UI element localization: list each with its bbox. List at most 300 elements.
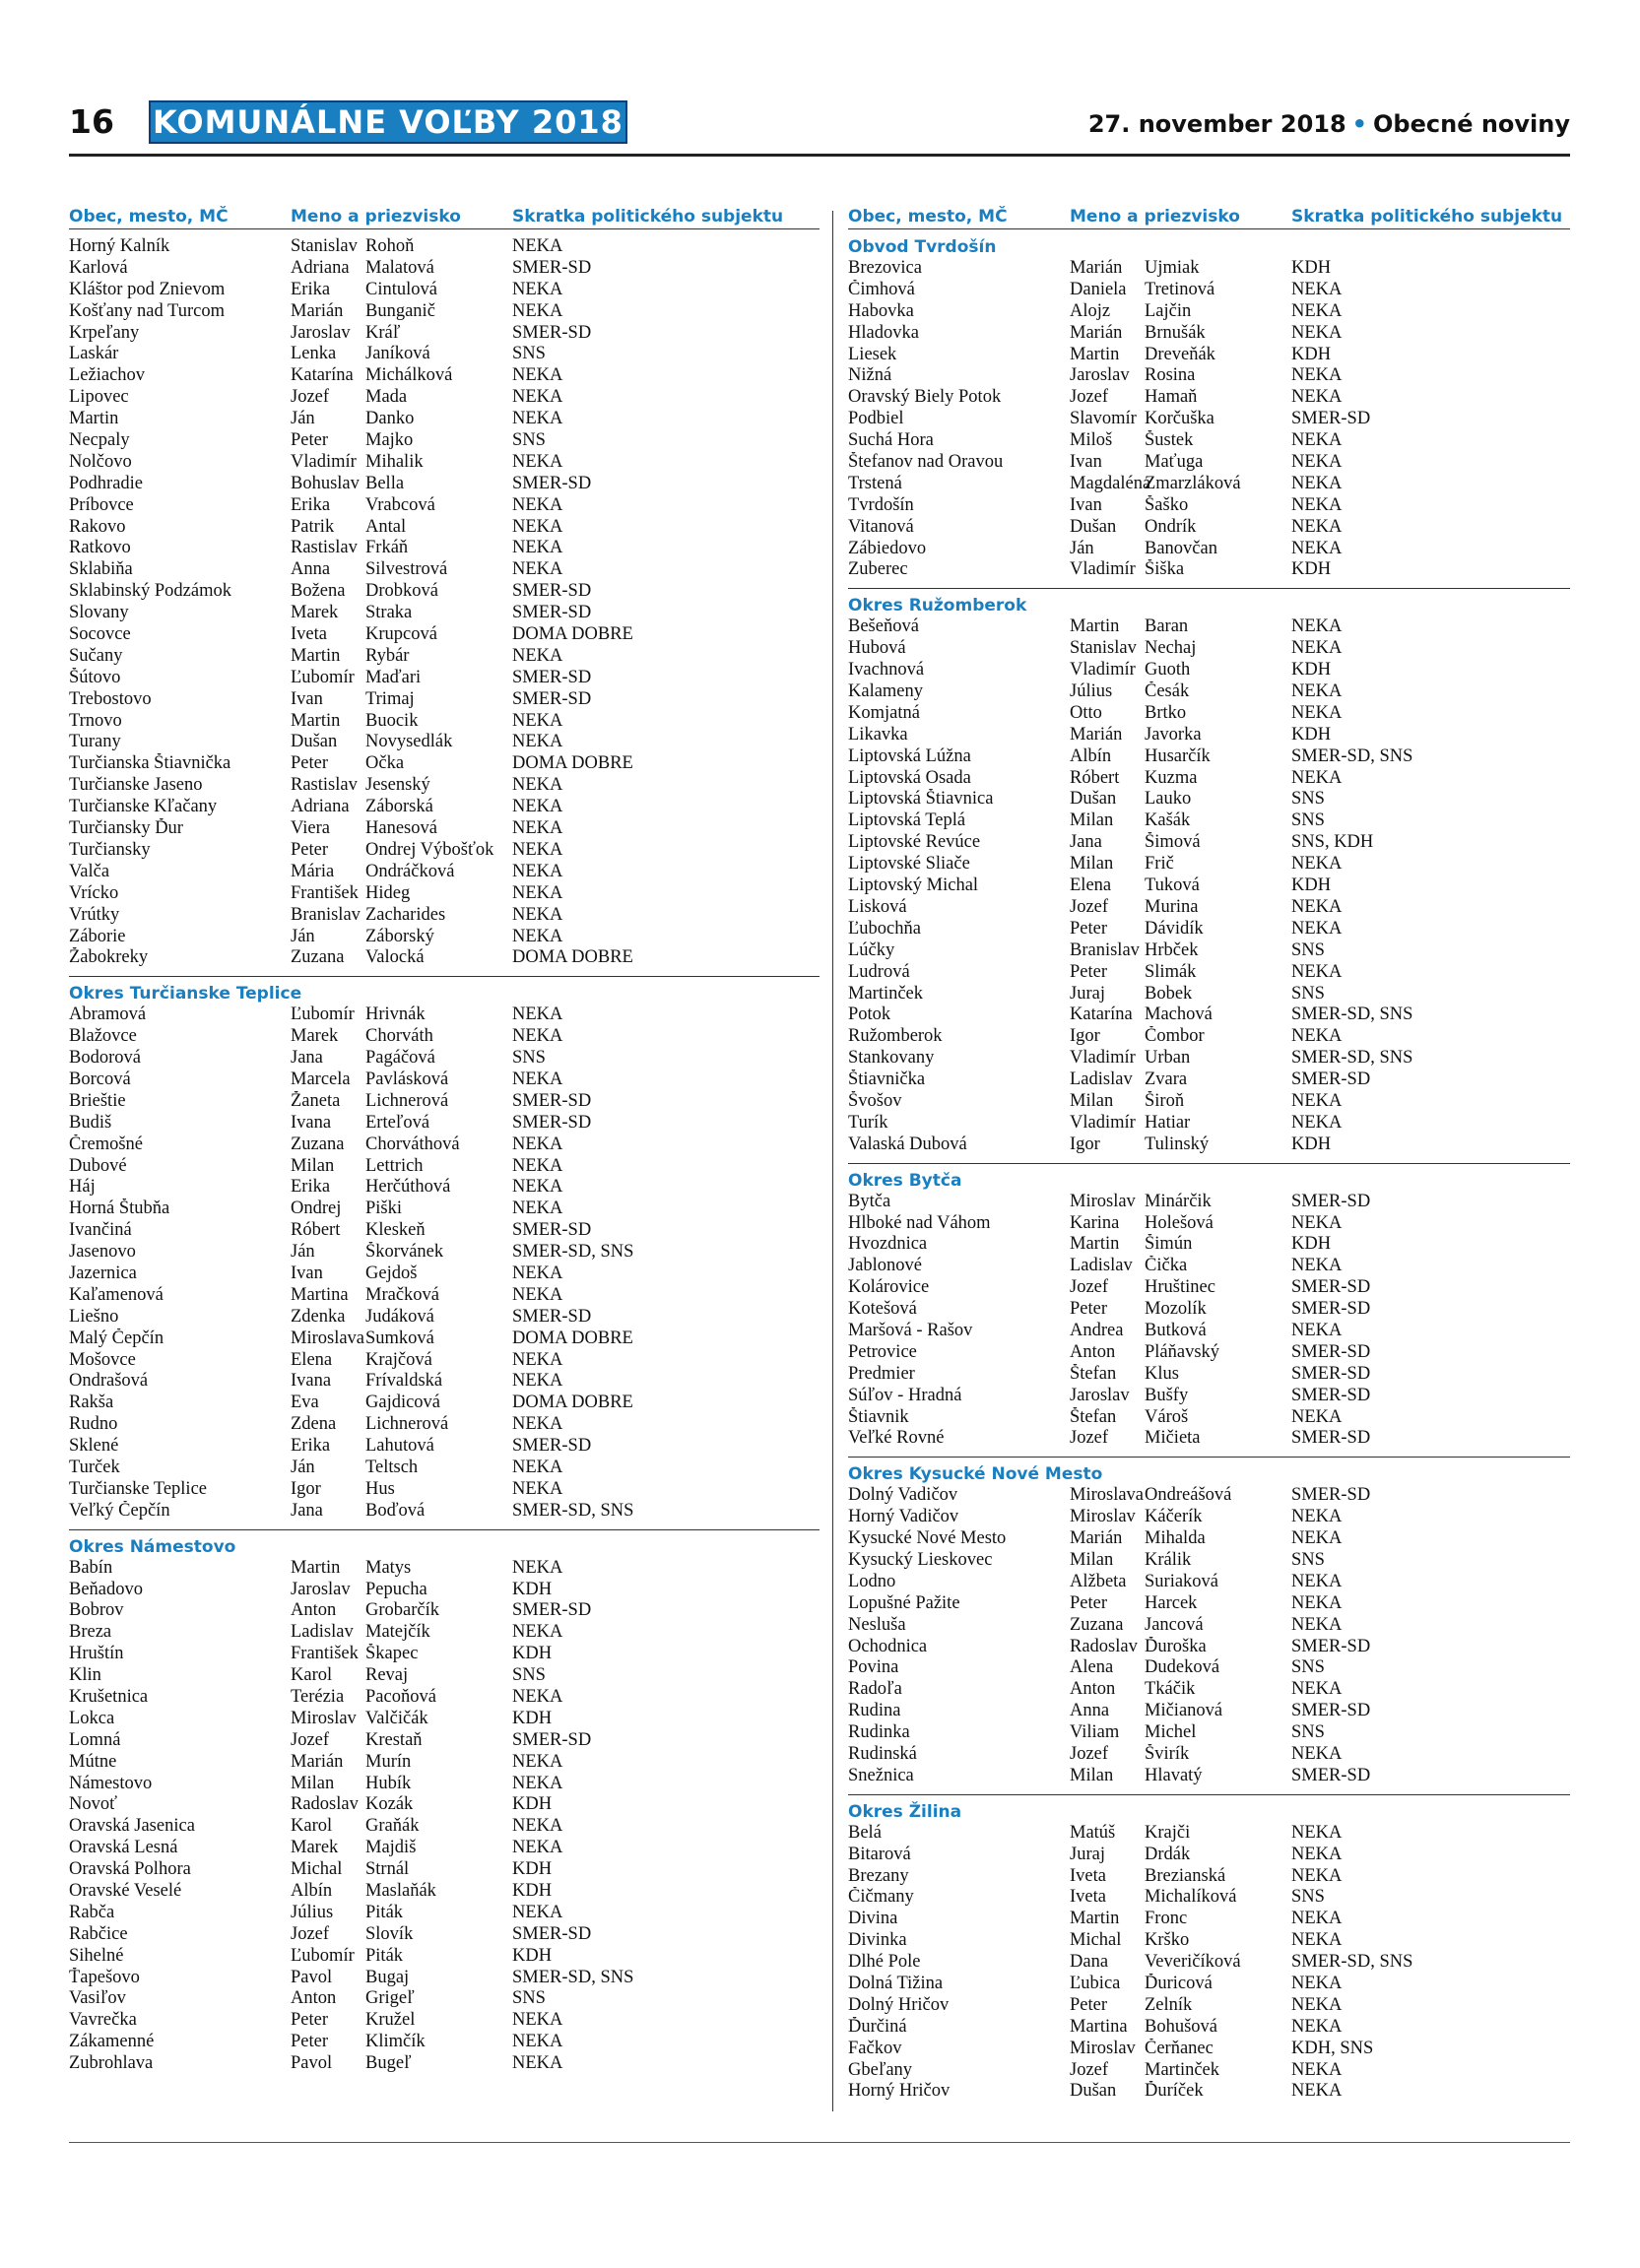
candidate-name-cell <box>291 624 512 646</box>
last-name: Silvestrová <box>365 559 448 580</box>
party-cell: SNS <box>512 430 546 451</box>
first-name: Ján <box>291 926 315 946</box>
municipality-cell: Horný Hričov <box>848 2081 951 2102</box>
last-name: Grobarčík <box>365 1600 439 1621</box>
candidate-name-cell <box>1070 387 1291 409</box>
municipality-cell: Čremošné <box>69 1134 144 1154</box>
last-name: Hamaň <box>1145 387 1198 408</box>
party-cell: KDH, SNS <box>1291 2038 1374 2058</box>
first-name: Juraj <box>1070 1844 1105 1864</box>
district-section <box>848 588 1570 1155</box>
party-cell: NEKA <box>1291 387 1343 408</box>
party-cell: NEKA <box>1291 2081 1343 2102</box>
municipality-cell: Trstená <box>848 473 902 493</box>
table-row <box>69 603 820 624</box>
candidate-name-cell <box>291 430 512 452</box>
first-name: Ladislav <box>1070 1069 1133 1090</box>
last-name: Piški <box>365 1199 403 1219</box>
party-cell: NEKA <box>512 1478 563 1499</box>
last-name: Kuzma <box>1145 767 1198 788</box>
party-cell: NEKA <box>1291 300 1343 321</box>
table-row <box>848 875 1570 897</box>
last-name: Krupcová <box>365 624 437 645</box>
candidate-name-cell <box>291 732 512 753</box>
candidate-name-cell <box>1070 1004 1291 1026</box>
candidate-name-cell <box>291 646 512 668</box>
candidate-name-cell <box>1070 2017 1291 2039</box>
first-name: Martin <box>1070 616 1120 637</box>
district-title: Okres Bytča <box>848 1170 962 1191</box>
last-name: Javorka <box>1145 724 1202 745</box>
candidate-name-cell <box>1070 1069 1291 1091</box>
first-name: Marián <box>291 300 344 321</box>
municipality-cell: Rakša <box>69 1393 114 1413</box>
last-name: Hatiar <box>1145 1112 1191 1133</box>
party-cell: KDH <box>1291 724 1332 745</box>
municipality-cell: Veľký Čepčín <box>69 1500 170 1521</box>
municipality-cell: Martin <box>69 409 119 429</box>
last-name: Káčerík <box>1145 1507 1203 1527</box>
table-row <box>69 1730 820 1752</box>
first-name: Milan <box>1070 854 1114 875</box>
municipality-cell: Podbiel <box>848 409 904 429</box>
first-name: Jaroslav <box>291 1579 351 1599</box>
candidate-name-cell <box>1070 875 1291 897</box>
first-name: Marián <box>1070 1528 1123 1549</box>
municipality-cell: Švošov <box>848 1090 902 1111</box>
page-number: 16 <box>69 102 114 141</box>
last-name: Záborský <box>365 926 434 946</box>
candidate-name-cell <box>291 1242 512 1264</box>
first-name: Lenka <box>291 344 337 364</box>
municipality-cell: Háj <box>69 1177 96 1198</box>
table-row <box>848 365 1570 387</box>
table-row <box>69 1709 820 1730</box>
first-name: Ivana <box>291 1371 332 1392</box>
table-row <box>848 984 1570 1005</box>
first-name: Viliam <box>1070 1722 1120 1743</box>
candidate-name-cell <box>291 668 512 689</box>
candidate-name-cell <box>1070 746 1291 768</box>
first-name: Jana <box>291 1048 323 1069</box>
first-name: Dana <box>1070 1952 1109 1973</box>
column-header-row <box>848 205 1570 229</box>
last-name: Straka <box>365 603 413 623</box>
table-row <box>848 1428 1570 1450</box>
first-name: Martina <box>291 1284 349 1305</box>
municipality-cell: Vrútky <box>69 904 120 925</box>
candidate-name-cell <box>291 1479 512 1501</box>
candidate-name-cell <box>1070 1766 1291 1787</box>
candidate-name-cell <box>1070 1909 1291 1930</box>
table-row <box>848 1952 1570 1974</box>
municipality-cell: Stankovany <box>848 1048 935 1069</box>
candidate-name-cell <box>1070 1615 1291 1637</box>
table-row <box>69 2010 820 2032</box>
table-row <box>69 927 820 948</box>
municipality-cell: Turčiansky <box>69 839 151 860</box>
table-row <box>848 452 1570 474</box>
candidate-name-cell <box>291 1622 512 1644</box>
first-name: Jozef <box>291 387 330 408</box>
table-row <box>848 746 1570 768</box>
candidate-name-cell <box>1070 768 1291 790</box>
table-row <box>69 862 820 883</box>
candidate-name-cell <box>291 1156 512 1178</box>
party-cell: NEKA <box>1291 1909 1343 1929</box>
first-name: Ján <box>291 1457 315 1477</box>
first-name: Jozef <box>1070 2059 1109 2080</box>
last-name: Sumková <box>365 1328 434 1348</box>
table-row <box>848 258 1570 280</box>
table-row <box>848 1866 1570 1888</box>
municipality-cell: Krpeľany <box>69 322 140 343</box>
candidate-name-cell <box>1070 1593 1291 1615</box>
first-name: Miloš <box>1070 430 1113 451</box>
municipality-cell: Kolárovice <box>848 1277 930 1298</box>
municipality-cell: Rakovo <box>69 516 126 537</box>
municipality-cell: Novoť <box>69 1794 118 1815</box>
last-name: Nechaj <box>1145 638 1197 659</box>
first-name: Zuzana <box>291 947 345 968</box>
first-name: Zuzana <box>1070 1614 1124 1635</box>
first-name: Štefan <box>1070 1363 1117 1384</box>
candidate-name-cell <box>1070 1299 1291 1321</box>
last-name: Mičieta <box>1145 1428 1201 1449</box>
table-row <box>848 962 1570 984</box>
municipality-cell: Predmier <box>848 1363 915 1384</box>
first-name: František <box>291 1644 359 1664</box>
candidate-name-cell <box>1070 940 1291 962</box>
table-row <box>848 1679 1570 1701</box>
first-name: Karol <box>291 1816 333 1837</box>
first-name: Milan <box>1070 810 1114 831</box>
first-name: Anna <box>291 559 331 580</box>
municipality-cell: Jasenovo <box>69 1242 136 1263</box>
last-name: Matys <box>365 1557 412 1578</box>
table-row <box>69 474 820 495</box>
column-header-name: Meno a priezvisko <box>291 207 461 227</box>
municipality-cell: Hvozdnica <box>848 1234 928 1255</box>
candidate-name-cell <box>291 1838 512 1859</box>
table-row <box>69 1328 820 1350</box>
first-name: Štefan <box>1070 1406 1117 1427</box>
party-cell: SMER-SD, SNS <box>512 1967 634 1987</box>
last-name: Holešová <box>1145 1212 1214 1233</box>
first-name: Elena <box>1070 875 1112 896</box>
bullet-separator: • <box>1351 110 1368 138</box>
last-name: Majdiš <box>365 1838 417 1858</box>
first-name: Marián <box>1070 322 1123 343</box>
district-title: Okres Kysucké Nové Mesto <box>848 1464 1103 1485</box>
last-name: Danko <box>365 409 415 429</box>
table-row <box>848 1364 1570 1386</box>
municipality-cell: Suchá Hora <box>848 430 934 451</box>
party-cell: NEKA <box>512 516 563 537</box>
table-row <box>69 1069 820 1091</box>
first-name: Zdenka <box>291 1306 346 1327</box>
first-name: Marek <box>291 1026 339 1047</box>
table-row <box>848 559 1570 581</box>
party-cell: SMER-SD <box>512 688 592 709</box>
party-cell: KDH <box>512 1644 553 1664</box>
last-name: Pavlásková <box>365 1069 449 1089</box>
last-name: Tkáčik <box>1145 1679 1196 1700</box>
first-name: Peter <box>291 2032 329 2052</box>
table-row <box>69 1838 820 1859</box>
issue-date: 27. november 2018 <box>1087 110 1346 138</box>
table-row <box>69 1752 820 1774</box>
party-cell: SNS <box>1291 1887 1325 1908</box>
first-name: Adriana <box>291 797 350 817</box>
party-cell: NEKA <box>512 409 563 429</box>
last-name: Martinček <box>1145 2059 1220 2080</box>
first-name: Ivana <box>291 1112 332 1133</box>
municipality-cell: Vasiľov <box>69 1988 126 2009</box>
table-row <box>848 832 1570 854</box>
party-cell: NEKA <box>512 1838 563 1858</box>
municipality-cell: Lipovec <box>69 387 129 408</box>
party-cell: NEKA <box>512 1349 563 1370</box>
first-name: Martina <box>1070 2016 1128 2037</box>
municipality-cell: Hruštín <box>69 1644 124 1664</box>
first-name: František <box>291 882 359 903</box>
municipality-cell: Breza <box>69 1622 112 1643</box>
first-name: Slavomír <box>1070 409 1137 429</box>
candidate-name-cell <box>291 1113 512 1134</box>
candidate-name-cell <box>1070 638 1291 660</box>
party-cell: KDH <box>512 1859 553 1880</box>
first-name: Iveta <box>1070 1865 1106 1886</box>
table-row <box>69 1393 820 1414</box>
first-name: Jozef <box>1070 896 1109 917</box>
municipality-cell: Podhradie <box>69 473 144 493</box>
municipality-cell: Ludrová <box>848 961 910 982</box>
candidate-name-cell <box>291 1264 512 1285</box>
first-name: Ján <box>291 409 315 429</box>
table-row <box>848 2017 1570 2039</box>
municipality-cell: Babín <box>69 1557 113 1578</box>
first-name: Ivan <box>291 688 323 709</box>
party-cell: NEKA <box>1291 854 1343 875</box>
table-row <box>69 840 820 862</box>
municipality-cell: Ivančiná <box>69 1220 132 1241</box>
party-cell: NEKA <box>512 1069 563 1089</box>
table-row <box>69 1859 820 1881</box>
candidate-name-cell <box>1070 681 1291 703</box>
municipality-cell: Ležiachov <box>69 365 146 386</box>
table-row <box>69 646 820 668</box>
table-row <box>69 517 820 539</box>
last-name: Harcek <box>1145 1592 1198 1613</box>
candidate-name-cell <box>291 1794 512 1816</box>
table-row <box>69 280 820 301</box>
party-cell: NEKA <box>512 1284 563 1305</box>
last-name: Graňák <box>365 1816 420 1837</box>
first-name: Ľubomír <box>291 667 355 687</box>
municipality-cell: Bobrov <box>69 1600 124 1621</box>
candidate-name-cell <box>1070 1823 1291 1845</box>
first-name: Michal <box>1070 1930 1122 1951</box>
last-name: Frkáň <box>365 538 409 558</box>
table-row <box>69 624 820 646</box>
municipality-cell: Hladovka <box>848 322 919 343</box>
party-cell: SNS <box>1291 983 1325 1004</box>
party-cell: NEKA <box>512 1155 563 1176</box>
municipality-cell: Jazernica <box>69 1263 137 1283</box>
first-name: Vladimír <box>1070 1048 1136 1069</box>
candidate-name-cell <box>291 1199 512 1220</box>
municipality-cell: Hlboké nad Váhom <box>848 1212 991 1233</box>
last-name: Gejdoš <box>365 1263 418 1283</box>
table-row <box>848 1299 1570 1321</box>
first-name: Dušan <box>1070 2081 1117 2102</box>
candidate-name-cell <box>291 2032 512 2053</box>
candidate-name-cell <box>1070 495 1291 517</box>
table-row <box>69 559 820 581</box>
table-row <box>848 301 1570 323</box>
party-cell: NEKA <box>1291 961 1343 982</box>
municipality-cell: Lopušné Pažite <box>848 1592 960 1613</box>
first-name: Albín <box>291 1881 333 1902</box>
first-name: Vladimír <box>291 451 357 472</box>
candidate-name-cell <box>291 323 512 345</box>
candidate-name-cell <box>1070 1428 1291 1450</box>
first-name: Dušan <box>1070 516 1117 537</box>
first-name: Jozef <box>1070 1744 1109 1764</box>
municipality-cell: Zábiedovo <box>848 538 927 558</box>
last-name: Očka <box>365 753 405 774</box>
municipality-cell: Rabčice <box>69 1923 128 1944</box>
table-row <box>848 1192 1570 1213</box>
candidate-name-cell <box>291 689 512 711</box>
first-name: Erika <box>291 1177 331 1198</box>
party-cell: SNS <box>1291 940 1325 960</box>
party-cell: NEKA <box>1291 1679 1343 1700</box>
municipality-cell: Rudinská <box>848 1744 917 1764</box>
first-name: Róbert <box>1070 767 1120 788</box>
party-cell: SMER-SD <box>512 1220 592 1241</box>
first-name: Jozef <box>1070 387 1109 408</box>
party-cell: SNS <box>1291 1549 1325 1570</box>
footer-rule <box>69 2142 1570 2143</box>
last-name: Tulinský <box>1145 1134 1210 1154</box>
municipality-cell: Rudno <box>69 1414 118 1435</box>
candidate-name-cell <box>291 1414 512 1436</box>
first-name: Jozef <box>291 1729 330 1750</box>
table-row <box>69 711 820 733</box>
first-name: Michal <box>291 1859 343 1880</box>
last-name: Antal <box>365 516 407 537</box>
first-name: Martin <box>1070 1909 1120 1929</box>
last-name: Majko <box>365 430 414 451</box>
municipality-cell: Dubové <box>69 1155 127 1176</box>
table-row <box>69 1580 820 1601</box>
last-name: Boďová <box>365 1500 426 1521</box>
candidate-name-cell <box>291 1026 512 1048</box>
municipality-cell: Klin <box>69 1665 101 1686</box>
table-row <box>848 1887 1570 1909</box>
candidate-name-cell <box>1070 854 1291 875</box>
municipality-cell: Liptovské Revúce <box>848 832 981 853</box>
last-name: Rohoň <box>365 236 415 256</box>
table-row <box>848 940 1570 962</box>
last-name: Grigeľ <box>365 1988 415 2009</box>
party-cell: NEKA <box>1291 516 1343 537</box>
last-name: Škorvánek <box>365 1242 444 1263</box>
table-row <box>69 905 820 927</box>
table-row <box>848 1845 1570 1866</box>
district-section <box>848 236 1570 581</box>
last-name: Lichnerová <box>365 1090 449 1111</box>
municipality-cell: Príbovce <box>69 494 134 515</box>
candidate-name-cell <box>291 1069 512 1091</box>
municipality-cell: Ochodnica <box>848 1636 928 1656</box>
first-name: Ján <box>291 1242 315 1263</box>
candidate-name-cell <box>1070 345 1291 366</box>
table-row <box>848 1134 1570 1156</box>
municipality-cell: Slovany <box>69 603 129 623</box>
municipality-cell: Horný Vadičov <box>848 1507 959 1527</box>
table-row <box>848 1593 1570 1615</box>
first-name: Iveta <box>1070 1887 1106 1908</box>
party-cell: KDH <box>1291 660 1332 680</box>
last-name: Krestaň <box>365 1729 423 1750</box>
first-name: Jana <box>291 1500 323 1521</box>
district-title: Obvod Tvrdošín <box>848 237 997 257</box>
first-name: Igor <box>1070 1026 1100 1047</box>
party-cell: NEKA <box>1291 1571 1343 1591</box>
table-row <box>69 1285 820 1307</box>
party-cell: SMER-SD <box>512 322 592 343</box>
last-name: Baran <box>1145 616 1189 637</box>
municipality-cell: Liptovská Teplá <box>848 810 966 831</box>
district-section <box>69 236 820 969</box>
last-name: Herčúthová <box>365 1177 451 1198</box>
last-name: Cintulová <box>365 279 437 299</box>
municipality-cell: Ivachnová <box>848 660 925 680</box>
last-name: Klimčík <box>365 2032 426 2052</box>
last-name: Drdák <box>1145 1844 1191 1864</box>
first-name: Marcela <box>291 1069 351 1089</box>
candidate-name-cell <box>291 818 512 840</box>
last-name: Šiška <box>1145 559 1185 580</box>
candidate-name-cell <box>1070 430 1291 452</box>
party-cell: SMER-SD <box>1291 409 1371 429</box>
municipality-cell: Bytča <box>848 1191 891 1211</box>
first-name: Ivan <box>1070 494 1102 515</box>
candidate-name-cell <box>1070 323 1291 345</box>
first-name: Ivan <box>291 1263 323 1283</box>
municipality-cell: Necpaly <box>69 430 130 451</box>
district-section <box>848 1794 1570 2104</box>
last-name: Ondreášová <box>1145 1485 1232 1506</box>
last-name: Kozák <box>365 1794 414 1815</box>
first-name: Karol <box>291 1665 333 1686</box>
candidate-name-cell <box>291 1968 512 1989</box>
candidate-name-cell <box>1070 789 1291 810</box>
municipality-cell: Budiš <box>69 1112 112 1133</box>
last-name: Škapec <box>365 1644 419 1664</box>
candidate-name-cell <box>1070 2039 1291 2060</box>
party-cell: NEKA <box>1291 767 1343 788</box>
municipality-cell: Turčianske Teplice <box>69 1478 207 1499</box>
last-name: Bugaj <box>365 1967 410 1987</box>
party-cell: NEKA <box>1291 473 1343 493</box>
party-cell: SNS <box>1291 810 1325 831</box>
candidate-name-cell <box>1070 2060 1291 2082</box>
municipality-cell: Maršová - Rašov <box>848 1320 973 1340</box>
